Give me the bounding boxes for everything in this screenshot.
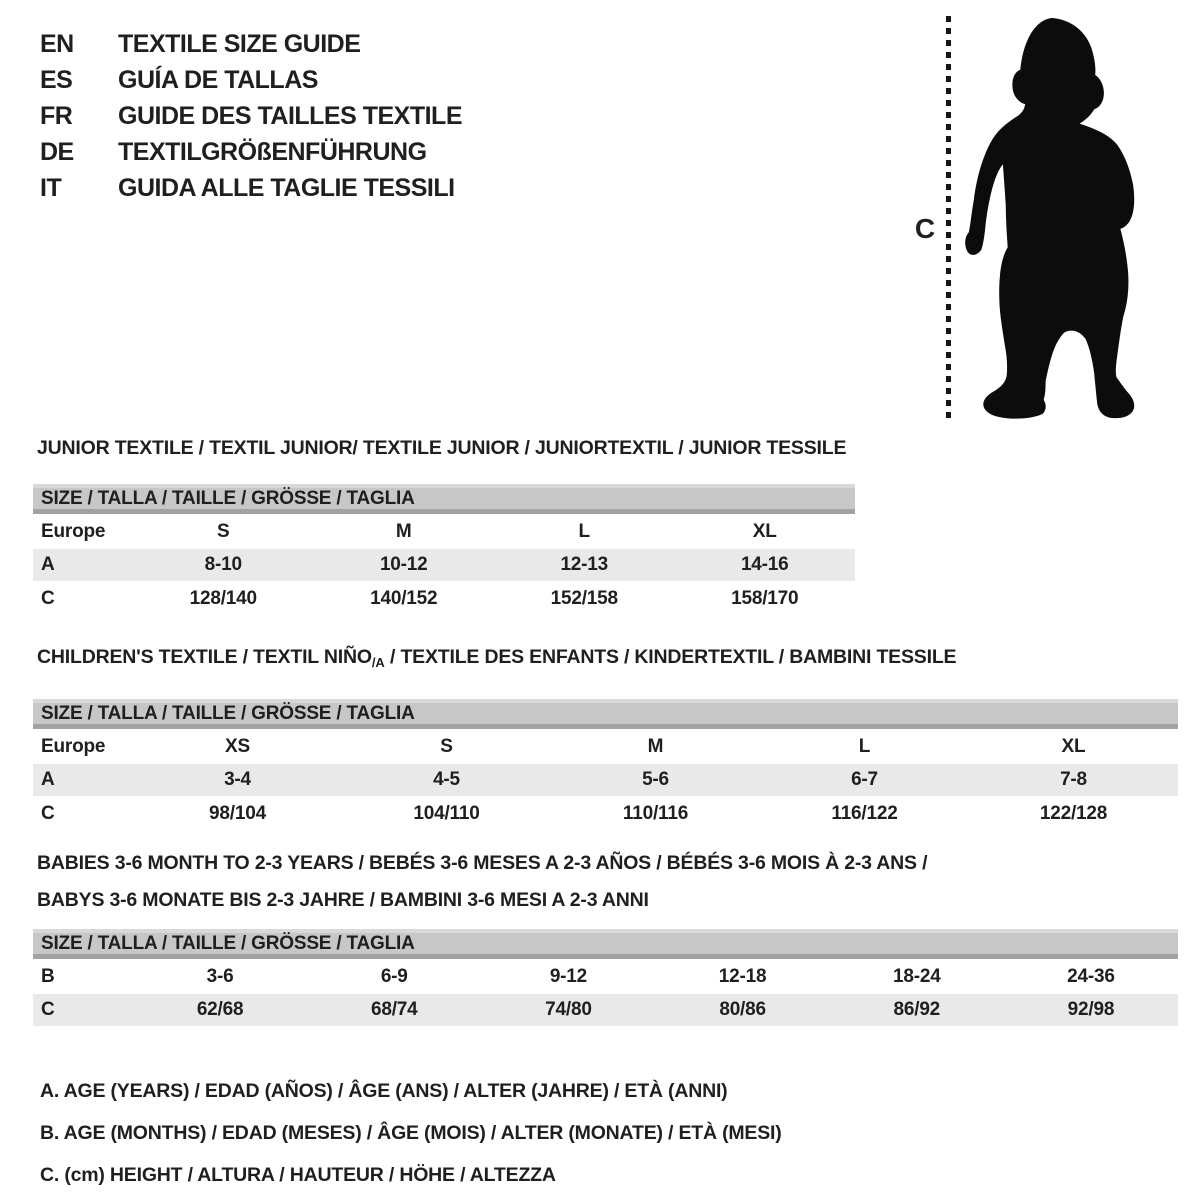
size-cell: 12-18	[718, 965, 767, 987]
babies-section-title	[37, 845, 1178, 919]
size-cell: 24-36	[1067, 965, 1115, 987]
size-cell: 18-24	[892, 965, 941, 987]
row-label: B	[41, 965, 55, 987]
children-row-europe	[33, 729, 1178, 764]
guide-title-fr: GUIDE DES TAILLES TEXTILE	[118, 101, 463, 130]
section-title-line	[37, 845, 1178, 882]
size-cell: 110/116	[622, 802, 689, 824]
junior-row-europe	[33, 514, 855, 549]
guide-title-es: GUÍA DE TALLAS	[118, 65, 318, 94]
children-row-c	[33, 796, 1178, 831]
size-cell: 4-5	[433, 769, 460, 790]
junior-row-a	[33, 549, 855, 581]
row-label: C	[41, 999, 55, 1020]
babies-textile-table	[33, 845, 1178, 1026]
size-cell: 3-4	[224, 769, 251, 790]
size-cell: L	[578, 520, 590, 542]
size-cell: 8-10	[204, 554, 242, 575]
size-cell: S	[440, 735, 453, 757]
size-cell: M	[647, 735, 664, 757]
language-title-list	[40, 26, 462, 206]
size-cell: 6-9	[380, 965, 408, 987]
row-label: Europe	[41, 735, 106, 757]
size-cell: 10-12	[379, 554, 428, 575]
size-cell: 122/128	[1039, 802, 1108, 824]
language-row-en	[40, 26, 462, 62]
size-cell: 9-12	[549, 965, 588, 987]
junior-row-c	[33, 581, 855, 616]
language-code: DE	[40, 137, 74, 166]
title-segment: JUNIOR TEXTILE / TEXTIL JUNIOR/ TEXTILE JUNIOR / JUNIORTEXTIL / JUNIOR TESSILE	[37, 437, 847, 459]
childrens-textile-table	[33, 645, 1178, 831]
title-sub-segment: /A	[371, 655, 385, 670]
language-code: IT	[40, 173, 62, 202]
size-cell: 3-6	[206, 965, 234, 987]
size-header-bar	[33, 484, 855, 514]
language-code: FR	[40, 101, 73, 130]
size-cell: 104/110	[413, 802, 480, 824]
size-header-text: SIZE / TALLA / TAILLE / GRÖSSE / TAGLIA	[41, 933, 415, 954]
title-segment: BABYS 3-6 MONATE BIS 2-3 JAHRE / BAMBINI 3-6 MESI A 2-3 ANNI	[37, 889, 649, 911]
size-cell: 74/80	[545, 999, 592, 1020]
size-header-text: SIZE / TALLA / TAILLE / GRÖSSE / TAGLIA	[41, 488, 415, 509]
row-label: C	[41, 802, 55, 824]
size-cell: 14-16	[740, 554, 789, 575]
title-segment: BABIES 3-6 MONTH TO 2-3 YEARS / BEBÉS 3-6 MESES A 2-3 AÑOS / BÉBÉS 3-6 MOIS À 2-3 ANS /	[37, 852, 928, 874]
title-segment: CHILDREN'S TEXTILE / TEXTIL NIÑO	[37, 646, 372, 668]
guide-title-en: TEXTILE SIZE GUIDE	[118, 29, 361, 58]
size-cell: 98/104	[209, 802, 266, 824]
guide-title-it: GUIDA ALLE TAGLIE TESSILI	[118, 173, 455, 202]
size-cell: 152/158	[550, 587, 618, 609]
legend-line-a: A. AGE (YEARS) / EDAD (AÑOS) / ÂGE (ANS) / ALTER (JAHRE) / ETÀ (ANNI)	[40, 1080, 728, 1102]
height-c-label: C	[914, 213, 936, 244]
size-cell: 92/98	[1067, 999, 1115, 1020]
measurement-legend	[40, 1070, 782, 1196]
language-row-es	[40, 62, 462, 98]
size-cell: S	[217, 520, 230, 542]
row-label: A	[41, 554, 55, 575]
size-cell: 5-6	[642, 769, 669, 790]
language-row-fr	[40, 98, 462, 134]
language-code: ES	[40, 65, 73, 94]
junior-section-title	[37, 436, 855, 460]
children-section-title	[37, 645, 1178, 675]
babies-row-c	[33, 994, 1178, 1026]
children-row-a	[33, 764, 1178, 796]
size-cell: 140/152	[370, 587, 438, 609]
size-header-bar	[33, 929, 1178, 959]
size-header-bar	[33, 699, 1178, 729]
size-cell: 12-13	[560, 554, 609, 575]
size-cell: 128/140	[189, 587, 257, 609]
size-cell: XL	[1061, 735, 1086, 757]
title-segment: / TEXTILE DES ENFANTS / KINDERTEXTIL / BAMBINI TESSILE	[384, 646, 957, 668]
size-cell: 62/68	[196, 999, 244, 1020]
size-cell: 86/92	[893, 999, 941, 1020]
size-cell: XS	[225, 735, 250, 757]
size-cell: 116/122	[831, 802, 898, 824]
height-measure-dashed-line	[946, 16, 951, 418]
row-label: C	[41, 587, 55, 609]
junior-textile-table	[33, 436, 855, 616]
size-cell: M	[395, 520, 412, 542]
section-title-line	[37, 882, 1178, 919]
legend-line-c: C. (cm) HEIGHT / ALTURA / HAUTEUR / HÖHE / ALTEZZA	[40, 1164, 556, 1186]
row-label: A	[41, 769, 55, 790]
size-cell: 6-7	[851, 769, 878, 790]
size-cell: 7-8	[1060, 769, 1087, 790]
language-row-de	[40, 134, 462, 170]
babies-row-b	[33, 959, 1178, 994]
size-cell: 80/86	[719, 999, 766, 1020]
language-code: EN	[40, 29, 74, 58]
section-title-line	[37, 436, 855, 460]
language-row-it	[40, 170, 462, 206]
size-cell: L	[858, 735, 871, 757]
size-cell: 68/74	[370, 999, 418, 1020]
size-cell: XL	[752, 520, 777, 542]
toddler-silhouette-icon	[963, 16, 1135, 420]
guide-title-de: TEXTILGRÖßENFÜHRUNG	[118, 137, 427, 166]
size-header-text: SIZE / TALLA / TAILLE / GRÖSSE / TAGLIA	[41, 703, 415, 724]
section-title-line	[37, 645, 1178, 675]
legend-line-b: B. AGE (MONTHS) / EDAD (MESES) / ÂGE (MOIS) / ALTER (MONATE) / ETÀ (MESI)	[40, 1122, 782, 1144]
row-label: Europe	[41, 520, 106, 542]
size-cell: 158/170	[731, 587, 799, 609]
